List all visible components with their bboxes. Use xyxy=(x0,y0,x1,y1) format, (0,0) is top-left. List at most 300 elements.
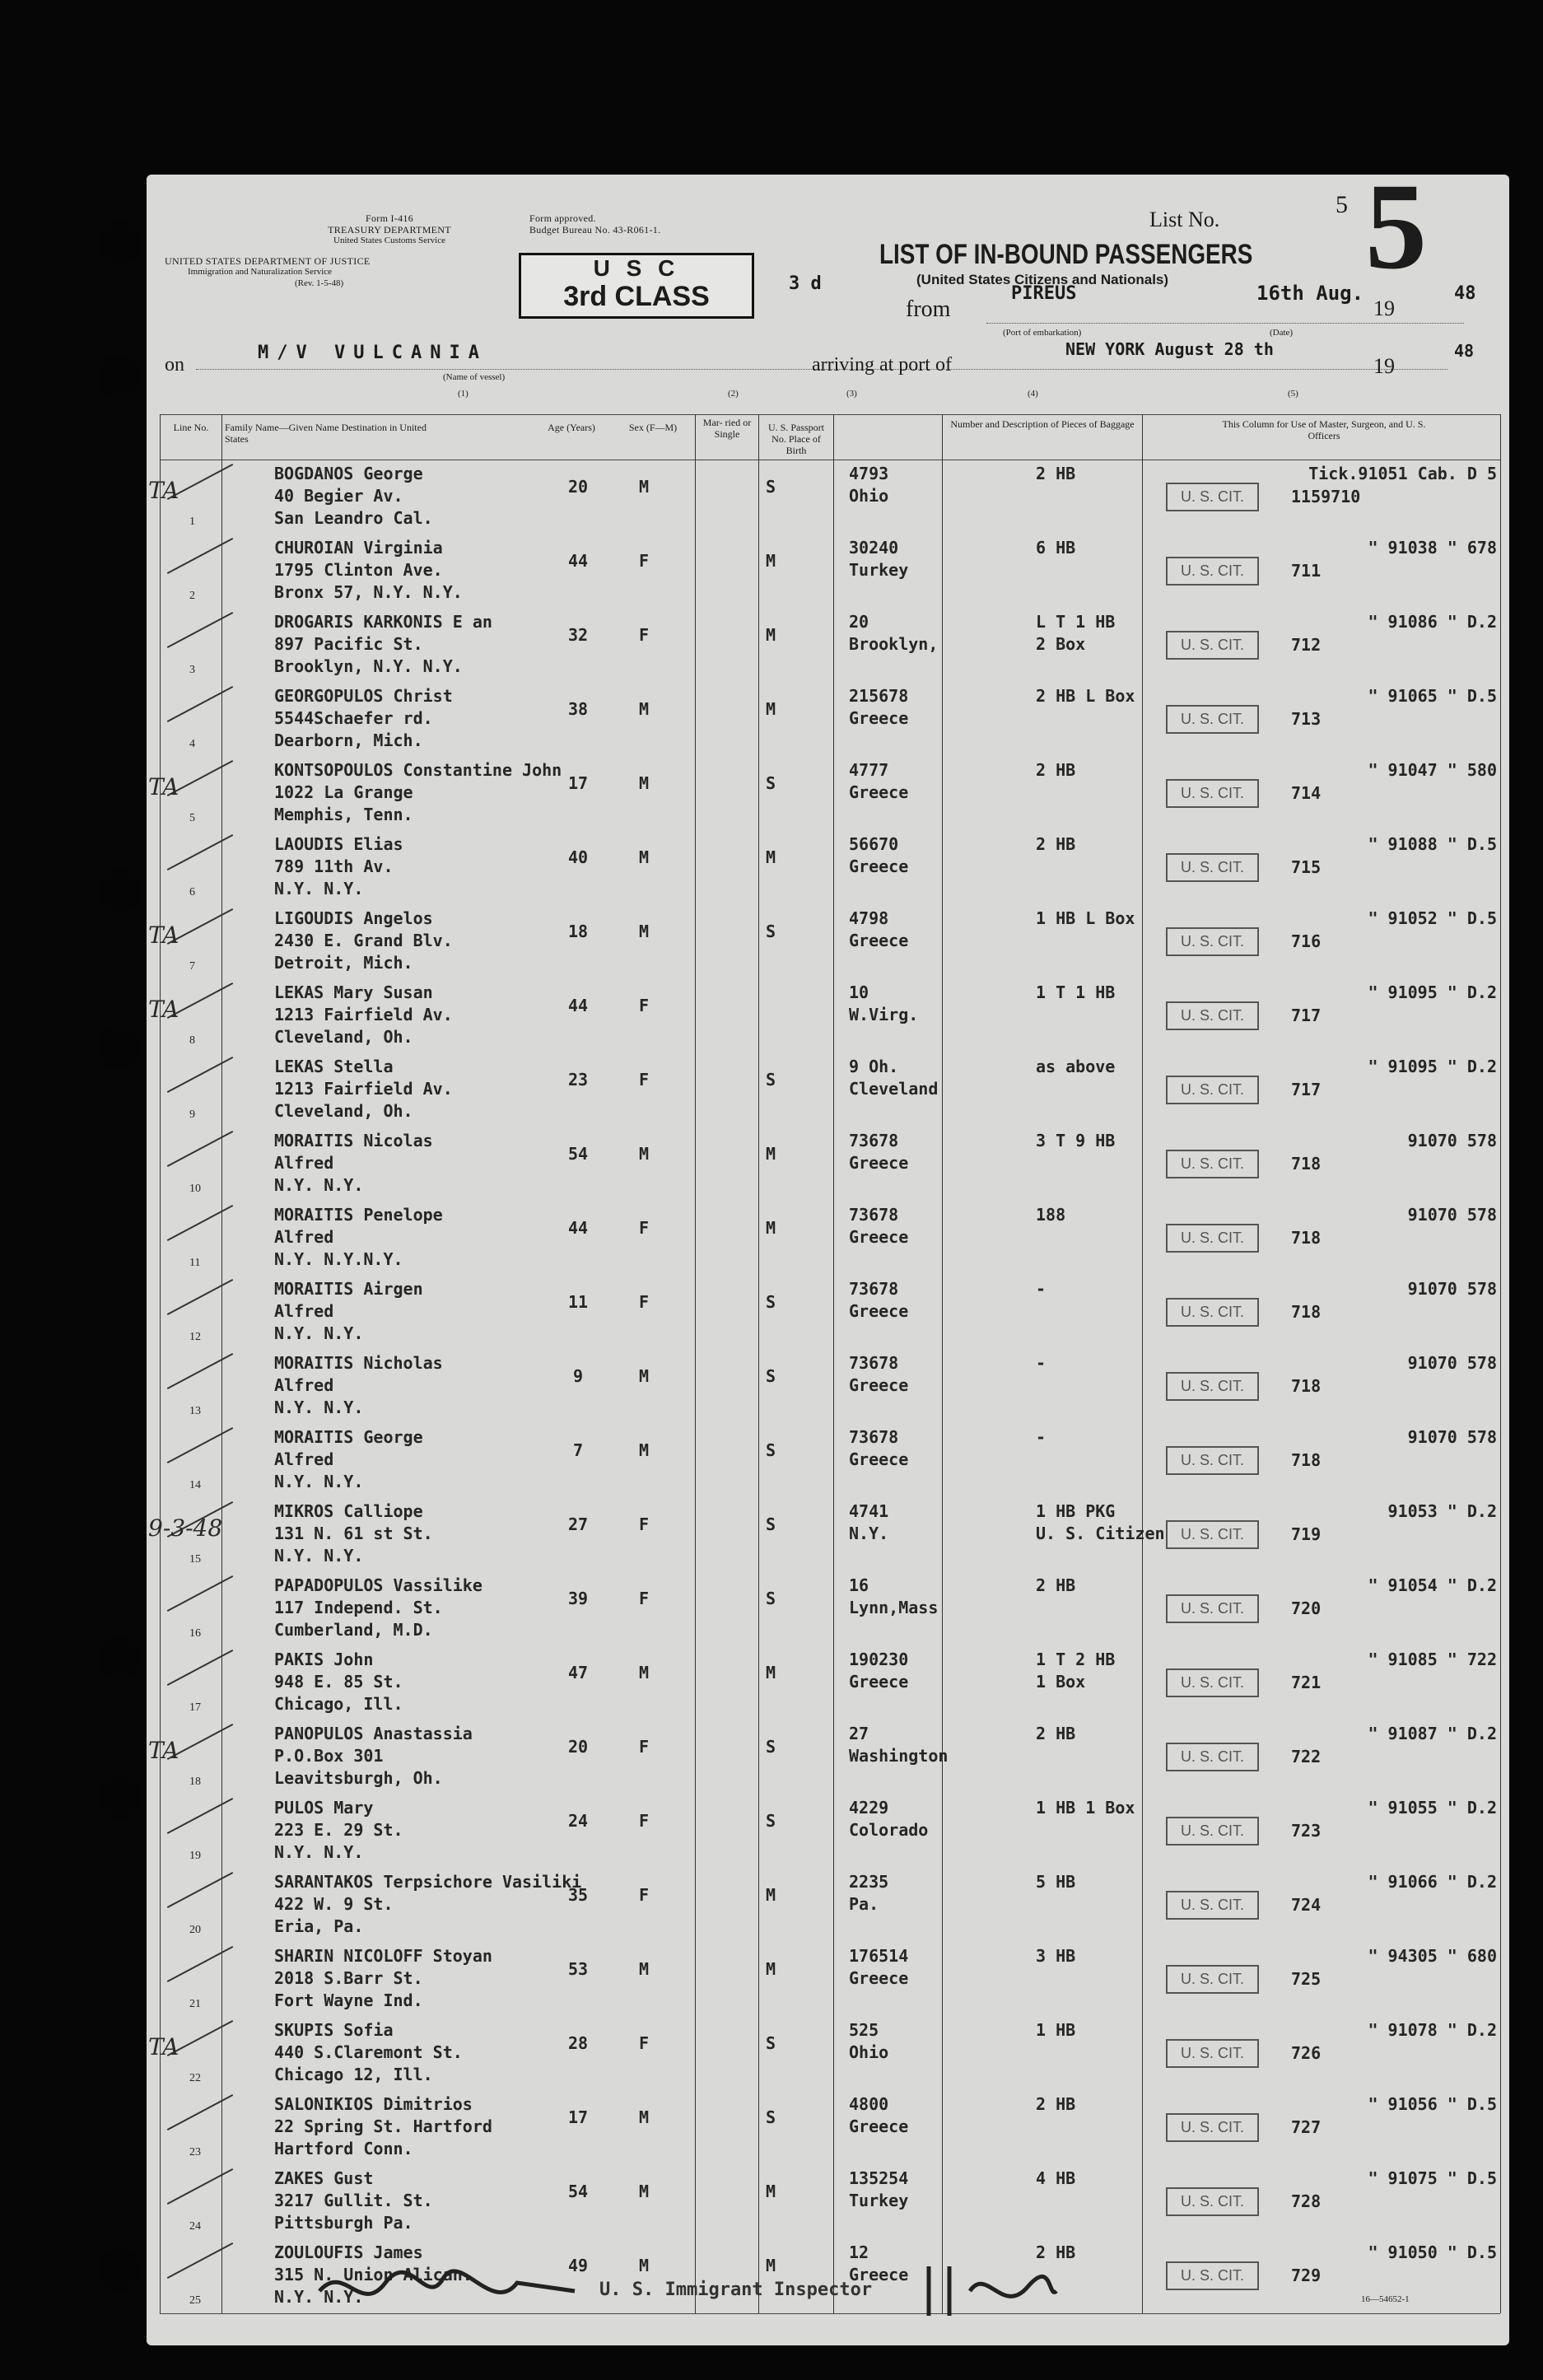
passport-number: 56670 xyxy=(849,834,899,854)
address-line-2: N.Y. N.Y.N.Y. xyxy=(274,1249,403,1269)
ticket-number: 718 xyxy=(1291,1228,1322,1248)
ticket-info: " 91047 " 580 xyxy=(1368,760,1497,780)
check-mark xyxy=(167,1279,233,1315)
us-cit-stamp: U. S. CIT. xyxy=(1166,705,1259,734)
passenger-name: PANOPULOS Anastassia xyxy=(274,1724,473,1743)
line-number: 17 xyxy=(189,1701,201,1714)
address-line-2: N.Y. N.Y. xyxy=(274,1472,364,1491)
baggage-line-1: 6 HB xyxy=(1036,538,1076,558)
marital-status: S xyxy=(766,1514,776,1534)
ticket-number: 714 xyxy=(1291,783,1322,803)
address-line-1: 1213 Fairfield Av. xyxy=(274,1079,453,1099)
table-row xyxy=(147,611,1509,679)
address-line-2: Cleveland, Oh. xyxy=(274,1101,413,1121)
baggage-line-1: 3 HB xyxy=(1036,1946,1076,1966)
ticket-info: " 91085 " 722 xyxy=(1368,1650,1497,1669)
address-line-2: Detroit, Mich. xyxy=(274,953,413,973)
address-line-2: Leavitsburgh, Oh. xyxy=(274,1768,443,1788)
birth-place: Greece xyxy=(849,1672,909,1692)
header-age: Age (Years) xyxy=(548,422,595,433)
birth-place: Greece xyxy=(849,1449,909,1469)
age: 28 xyxy=(567,2033,589,2053)
marital-status: S xyxy=(766,2033,776,2053)
passport-number: 73678 xyxy=(849,1353,899,1373)
marital-status: M xyxy=(766,1144,776,1164)
check-mark xyxy=(167,1205,233,1241)
ticket-info: " 91066 " D.2 xyxy=(1368,1872,1497,1892)
passenger-name: BOGDANOS George xyxy=(274,464,423,483)
age: 27 xyxy=(567,1514,589,1534)
age: 20 xyxy=(567,477,589,497)
usc-class-stamp xyxy=(519,253,754,319)
us-cit-stamp: U. S. CIT. xyxy=(1166,1594,1259,1623)
passport-cell xyxy=(849,908,908,952)
passport-number: 16 xyxy=(849,1575,869,1595)
birth-place: Greece xyxy=(849,2116,909,2136)
address-line-2: N.Y. N.Y. xyxy=(274,879,364,898)
page-subtitle: (United States Citizens and Nationals) xyxy=(916,272,1169,287)
age: 44 xyxy=(567,1218,589,1238)
sex: M xyxy=(639,1440,650,1460)
sex: M xyxy=(639,2256,650,2275)
baggage-line-1: as above xyxy=(1036,1057,1116,1076)
marital-status: S xyxy=(766,1811,776,1831)
passenger-name: PAPADOPULOS Vassilike xyxy=(274,1575,482,1595)
ticket-info: " 91095 " D.2 xyxy=(1368,1057,1497,1076)
us-cit-stamp: U. S. CIT. xyxy=(1166,483,1259,511)
marital-status: S xyxy=(766,922,776,941)
table-row xyxy=(147,908,1509,975)
check-mark xyxy=(167,1798,233,1834)
col-num-2: (2) xyxy=(728,389,739,399)
passport-number: 4741 xyxy=(849,1501,889,1521)
ticket-number: 720 xyxy=(1291,1598,1322,1618)
address-line-2: Bronx 57, N.Y. N.Y. xyxy=(274,582,463,602)
marital-status: M xyxy=(766,2182,776,2201)
ticket-number: 727 xyxy=(1291,2117,1322,2137)
address-line-1: Alfred xyxy=(274,1449,334,1469)
handwritten-note: TA xyxy=(148,477,179,504)
passport-cell xyxy=(849,759,908,804)
passport-cell xyxy=(849,1797,928,1841)
stamp-class: 3rd CLASS xyxy=(563,281,710,312)
passport-cell xyxy=(849,1204,908,1248)
passport-cell xyxy=(849,1426,908,1471)
marital-status: M xyxy=(766,551,776,571)
baggage-line-1: 2 HB xyxy=(1036,1575,1076,1595)
baggage-line-1: 1 T 1 HB xyxy=(1036,982,1116,1002)
line-number: 8 xyxy=(189,1034,195,1047)
check-mark xyxy=(167,686,233,722)
sex: F xyxy=(639,1514,650,1534)
us-cit-stamp: U. S. CIT. xyxy=(1166,1150,1259,1178)
line-number: 25 xyxy=(189,2294,201,2307)
birth-place: Greece xyxy=(849,931,909,950)
list-no-value: 5 xyxy=(1336,191,1348,218)
passport-number: 20 xyxy=(849,612,869,632)
passport-number: 2235 xyxy=(849,1872,889,1892)
ticket-info: " 91054 " D.2 xyxy=(1368,1575,1497,1595)
year1-value: 48 xyxy=(1454,283,1476,304)
birth-place: Greece xyxy=(849,1301,909,1321)
sex: M xyxy=(639,1144,650,1164)
ticket-info: 91070 578 xyxy=(1407,1279,1497,1299)
line-number: 4 xyxy=(189,738,195,750)
address-line-1: 1213 Fairfield Av. xyxy=(274,1005,453,1024)
budget-bureau: Budget Bureau No. 43-R061-1. xyxy=(529,224,661,236)
ticket-info: Tick.91051 Cab. D 5 xyxy=(1308,464,1497,483)
binder-hole-2 xyxy=(99,354,140,399)
passport-cell xyxy=(849,982,918,1026)
passport-number: 176514 xyxy=(849,1946,909,1966)
marital-status: M xyxy=(766,625,776,645)
birth-place: N.Y. xyxy=(849,1524,889,1543)
from-label: from xyxy=(906,296,951,322)
us-cit-stamp: U. S. CIT. xyxy=(1166,1817,1259,1846)
baggage-line-1: 2 HB xyxy=(1036,760,1076,780)
ticket-number: 725 xyxy=(1291,1969,1322,1989)
check-mark xyxy=(167,1131,233,1167)
us-cit-stamp: U. S. CIT. xyxy=(1166,1891,1259,1920)
ticket-number: 723 xyxy=(1291,1821,1322,1841)
passport-cell xyxy=(849,1871,888,1916)
ticket-info: " 91065 " D.5 xyxy=(1368,686,1497,706)
baggage-line-1: 2 HB L Box xyxy=(1036,686,1135,706)
binder-hole-7 xyxy=(99,2248,140,2293)
us-cit-stamp: U. S. CIT. xyxy=(1166,1001,1259,1030)
passenger-name: PULOS Mary xyxy=(274,1798,374,1818)
line-number: 22 xyxy=(189,2072,201,2084)
treasury-dept: TREASURY DEPARTMENT xyxy=(328,224,451,236)
table-row xyxy=(147,1871,1509,1939)
marital-status: S xyxy=(766,773,776,793)
address-line-1: 22 Spring St. Hartford xyxy=(274,2116,492,2136)
table-row xyxy=(147,537,1509,604)
passenger-name: ZOULOUFIS James xyxy=(274,2242,423,2262)
passport-cell xyxy=(849,1945,908,1990)
sex: M xyxy=(639,477,650,497)
table-top-rule xyxy=(160,414,1500,415)
sex: F xyxy=(639,625,650,645)
ticket-info: 91070 578 xyxy=(1407,1427,1497,1447)
address-line-2: Fort Wayne Ind. xyxy=(274,1990,423,2010)
header-sex: Sex (F—M) xyxy=(628,422,678,433)
marital-status: M xyxy=(766,1885,776,1905)
passport-number: 9 Oh. xyxy=(849,1057,899,1076)
age: 44 xyxy=(567,551,589,571)
ticket-info: " 91038 " 678 xyxy=(1368,538,1497,558)
form-number: Form I-416 xyxy=(366,212,413,224)
passenger-name: ZAKES Gust xyxy=(274,2168,374,2188)
age: 11 xyxy=(567,1292,589,1312)
passenger-name: MORAITIS George xyxy=(274,1427,423,1447)
passport-number: 525 xyxy=(849,2020,879,2040)
sex: F xyxy=(639,1292,650,1312)
birth-place: Turkey xyxy=(849,560,909,580)
line-number: 20 xyxy=(189,1924,201,1936)
address-line-1: P.O.Box 301 xyxy=(274,1746,384,1766)
passport-number: 10 xyxy=(849,982,869,1002)
check-mark xyxy=(167,2242,233,2279)
line-number: 23 xyxy=(189,2146,201,2158)
us-cit-stamp: U. S. CIT. xyxy=(1166,779,1259,808)
baggage-line-1: 4 HB xyxy=(1036,2168,1076,2188)
ticket-number: 726 xyxy=(1291,2043,1322,2063)
passport-number: 73678 xyxy=(849,1205,899,1225)
ticket-number: 718 xyxy=(1291,1154,1322,1174)
us-cit-stamp: U. S. CIT. xyxy=(1166,631,1259,660)
table-row xyxy=(147,759,1509,827)
passport-cell xyxy=(849,463,888,507)
marital-status: S xyxy=(766,1366,776,1386)
baggage-line-2: U. S. Citizen xyxy=(1036,1524,1165,1543)
embark-date: 16th Aug. xyxy=(1256,282,1364,305)
baggage-line-1: 3 T 9 HB xyxy=(1036,1131,1116,1150)
table-row xyxy=(147,1500,1509,1568)
address-line-2: Cumberland, M.D. xyxy=(274,1620,433,1640)
birth-place: Washington xyxy=(849,1746,949,1766)
passport-number: 73678 xyxy=(849,1279,899,1299)
check-mark xyxy=(167,1575,233,1612)
address-line-1: Alfred xyxy=(274,1227,334,1247)
header-baggage: Number and Description of Pieces of Baggage xyxy=(950,418,1135,430)
check-mark xyxy=(167,1353,233,1389)
sex: F xyxy=(639,1811,650,1831)
inspector-signature xyxy=(311,2258,583,2324)
us-cit-stamp: U. S. CIT. xyxy=(1166,1298,1259,1327)
birth-place: Cleveland xyxy=(849,1079,939,1099)
sex: F xyxy=(639,1218,650,1238)
passport-number: 4777 xyxy=(849,760,889,780)
ticket-number: 717 xyxy=(1291,1006,1322,1025)
table-row xyxy=(147,1352,1509,1420)
ticket-number: 715 xyxy=(1291,857,1322,877)
col-num-3: (3) xyxy=(846,389,857,399)
ins-service: Immigration and Naturalization Service xyxy=(188,267,333,277)
table-row xyxy=(147,833,1509,901)
line-number: 15 xyxy=(189,1553,201,1566)
address-line-2: N.Y. N.Y. xyxy=(274,1398,364,1417)
sex: M xyxy=(639,2107,650,2127)
age: 24 xyxy=(567,1811,589,1831)
birth-place: W.Virg. xyxy=(849,1005,919,1024)
birth-place: Greece xyxy=(849,1375,909,1395)
check-mark xyxy=(167,1427,233,1463)
line-number: 10 xyxy=(189,1183,201,1195)
ticket-info: " 94305 " 680 xyxy=(1368,1946,1497,1966)
marital-status: S xyxy=(766,1589,776,1608)
line-number: 2 xyxy=(189,590,195,602)
passport-cell xyxy=(849,685,908,730)
baggage-line-1: 1 HB L Box xyxy=(1036,908,1135,928)
address-line-2: Chicago 12, Ill. xyxy=(274,2065,433,2084)
age: 17 xyxy=(567,773,589,793)
passenger-name: SARANTAKOS Terpsichore Vasiliki xyxy=(274,1872,582,1892)
passenger-name: MORAITIS Nicolas xyxy=(274,1131,433,1150)
sex: M xyxy=(639,2182,650,2201)
inspector-label: U. S. Immigrant Inspector xyxy=(599,2280,873,2300)
check-mark xyxy=(167,1057,233,1093)
marital-status: S xyxy=(766,1440,776,1460)
age: 54 xyxy=(567,1144,589,1164)
table-row xyxy=(147,1945,1509,2013)
ticket-number: 724 xyxy=(1291,1895,1322,1915)
passport-number: 73678 xyxy=(849,1131,899,1150)
handwritten-note: TA xyxy=(148,996,179,1023)
marital-status: M xyxy=(766,699,776,719)
form-approved: Form approved. xyxy=(529,212,596,224)
age: 7 xyxy=(572,1440,584,1460)
passenger-name: KONTSOPOULOS Constantine John xyxy=(274,760,562,780)
us-cit-stamp: U. S. CIT. xyxy=(1166,1743,1259,1771)
address-line-1: 40 Begier Av. xyxy=(274,486,403,506)
birth-place: Pa. xyxy=(849,1894,879,1914)
line-number: 3 xyxy=(189,664,195,676)
birth-place: Colorado xyxy=(849,1820,929,1840)
line-number: 14 xyxy=(189,1479,201,1491)
passport-cell xyxy=(849,1649,908,1693)
printer-code: 16—54652-1 xyxy=(1361,2294,1410,2304)
header-name: Family Name—Given Name Destination in United States xyxy=(225,422,427,445)
passport-cell xyxy=(849,2019,888,2064)
year2-value: 48 xyxy=(1454,341,1475,361)
address-line-1: 1795 Clinton Ave. xyxy=(274,560,443,580)
birth-place: Greece xyxy=(849,2265,909,2284)
address-line-1: 315 N. Union Alican. xyxy=(274,2265,473,2284)
birth-place: Greece xyxy=(849,1227,909,1247)
header-married: Mar- ried or Single xyxy=(702,417,752,440)
table-row xyxy=(147,1723,1509,1790)
age: 23 xyxy=(567,1070,589,1090)
class-value: 3 d xyxy=(789,273,822,294)
address-line-2: N.Y. N.Y. xyxy=(274,1842,364,1862)
vessel-label: (Name of vessel) xyxy=(443,372,506,382)
address-line-1: 223 E. 29 St. xyxy=(274,1820,403,1840)
line-number: 19 xyxy=(189,1850,201,1862)
birth-place: Turkey xyxy=(849,2191,909,2210)
passenger-name: LIGOUDIS Angelos xyxy=(274,908,433,928)
marital-status: M xyxy=(766,847,776,867)
birth-place: Greece xyxy=(849,1968,909,1988)
address-line-2: Eria, Pa. xyxy=(274,1916,364,1936)
passport-number: 73678 xyxy=(849,1427,899,1447)
arriving-label: arriving at port of xyxy=(812,354,952,376)
port-embark-label: (Port of embarkation) xyxy=(1003,328,1082,338)
age: 54 xyxy=(567,2182,589,2201)
address-line-2: Pittsburgh Pa. xyxy=(274,2213,413,2233)
address-line-2: San Leandro Cal. xyxy=(274,508,433,528)
ticket-info: " 91086 " D.2 xyxy=(1368,612,1497,632)
address-line-1: 440 S.Claremont St. xyxy=(274,2042,463,2062)
passenger-name: MORAITIS Nicholas xyxy=(274,1353,443,1373)
passenger-name: LEKAS Stella xyxy=(274,1057,394,1076)
birth-place: Greece xyxy=(849,708,909,728)
col-num-5: (5) xyxy=(1288,389,1298,399)
handwritten-note: TA xyxy=(148,922,179,949)
line-number: 5 xyxy=(189,812,195,824)
us-cit-stamp: U. S. CIT. xyxy=(1166,1076,1259,1104)
address-line-2: Chicago, Ill. xyxy=(274,1694,403,1714)
ticket-number: 1159710 xyxy=(1291,487,1361,506)
age: 9 xyxy=(572,1366,584,1386)
passenger-name: MORAITIS Airgen xyxy=(274,1279,423,1299)
passport-cell xyxy=(849,537,908,581)
table-row xyxy=(147,1575,1509,1642)
marital-status: S xyxy=(766,1292,776,1312)
baggage-line-2: 2 Box xyxy=(1036,634,1086,654)
line-number: 6 xyxy=(189,886,195,898)
address-line-2: Brooklyn, N.Y. N.Y. xyxy=(274,656,463,676)
address-line-1: Alfred xyxy=(274,1301,334,1321)
ticket-info: 91053 " D.2 xyxy=(1387,1501,1497,1521)
us-cit-stamp: U. S. CIT. xyxy=(1166,1224,1259,1253)
ticket-info: 91070 578 xyxy=(1407,1205,1497,1225)
sex: M xyxy=(639,1366,650,1386)
initials-mark xyxy=(912,2250,1061,2324)
baggage-line-1: 2 HB xyxy=(1036,2094,1076,2114)
check-mark xyxy=(167,2094,233,2130)
col-num-1: (1) xyxy=(458,389,468,399)
ticket-number: 719 xyxy=(1291,1524,1322,1544)
us-cit-stamp: U. S. CIT. xyxy=(1166,557,1259,586)
us-cit-stamp: U. S. CIT. xyxy=(1166,2261,1259,2290)
on-label: on xyxy=(165,354,184,376)
ticket-number: 718 xyxy=(1291,1302,1322,1322)
us-cit-stamp: U. S. CIT. xyxy=(1166,1965,1259,1994)
line-number: 11 xyxy=(189,1257,201,1269)
address-line-1: Alfred xyxy=(274,1153,334,1173)
header-passport: U. S. Passport No. Place of Birth xyxy=(767,422,824,456)
baggage-line-1: - xyxy=(1036,1279,1047,1299)
revision: (Rev. 1-5-48) xyxy=(295,278,344,288)
address-line-2: N.Y. N.Y. xyxy=(274,1175,364,1195)
baggage-line-1: 5 HB xyxy=(1036,1872,1076,1892)
ticket-number: 718 xyxy=(1291,1376,1322,1396)
check-mark xyxy=(167,2168,233,2205)
us-cit-stamp: U. S. CIT. xyxy=(1166,1520,1259,1549)
passport-cell xyxy=(849,2093,908,2138)
table-row xyxy=(147,1797,1509,1864)
check-mark xyxy=(167,834,233,870)
ticket-info: " 91050 " D.5 xyxy=(1368,2242,1497,2262)
passport-number: 4793 xyxy=(849,464,889,483)
list-no-label: List No. xyxy=(1149,208,1220,231)
address-line-1: 131 N. 61 st St. xyxy=(274,1524,433,1543)
address-line-1: 897 Pacific St. xyxy=(274,634,423,654)
handwritten-note: TA xyxy=(148,1737,179,1764)
line-number: 18 xyxy=(189,1776,201,1788)
table-row xyxy=(147,1278,1509,1346)
table-row xyxy=(147,685,1509,753)
us-cit-stamp: U. S. CIT. xyxy=(1166,853,1259,882)
address-line-2: Dearborn, Mich. xyxy=(274,730,423,750)
year2-prefix: 19 xyxy=(1373,354,1395,378)
ticket-number: 716 xyxy=(1291,931,1322,951)
age: 17 xyxy=(567,2107,589,2127)
ticket-info: " 91087 " D.2 xyxy=(1368,1724,1497,1743)
passport-cell xyxy=(849,1352,908,1397)
passport-number: 4798 xyxy=(849,908,889,928)
baggage-line-1: L T 1 HB xyxy=(1036,612,1116,632)
passport-cell xyxy=(849,833,908,878)
us-cit-stamp: U. S. CIT. xyxy=(1166,2187,1259,2216)
table-row xyxy=(147,1204,1509,1272)
justice-dept: UNITED STATES DEPARTMENT OF JUSTICE xyxy=(165,255,371,267)
line-number: 12 xyxy=(189,1331,201,1343)
baggage-line-1: 188 xyxy=(1036,1205,1066,1225)
address-line-2: N.Y. N.Y. xyxy=(274,1323,364,1343)
birth-place: Ohio xyxy=(849,2042,889,2062)
